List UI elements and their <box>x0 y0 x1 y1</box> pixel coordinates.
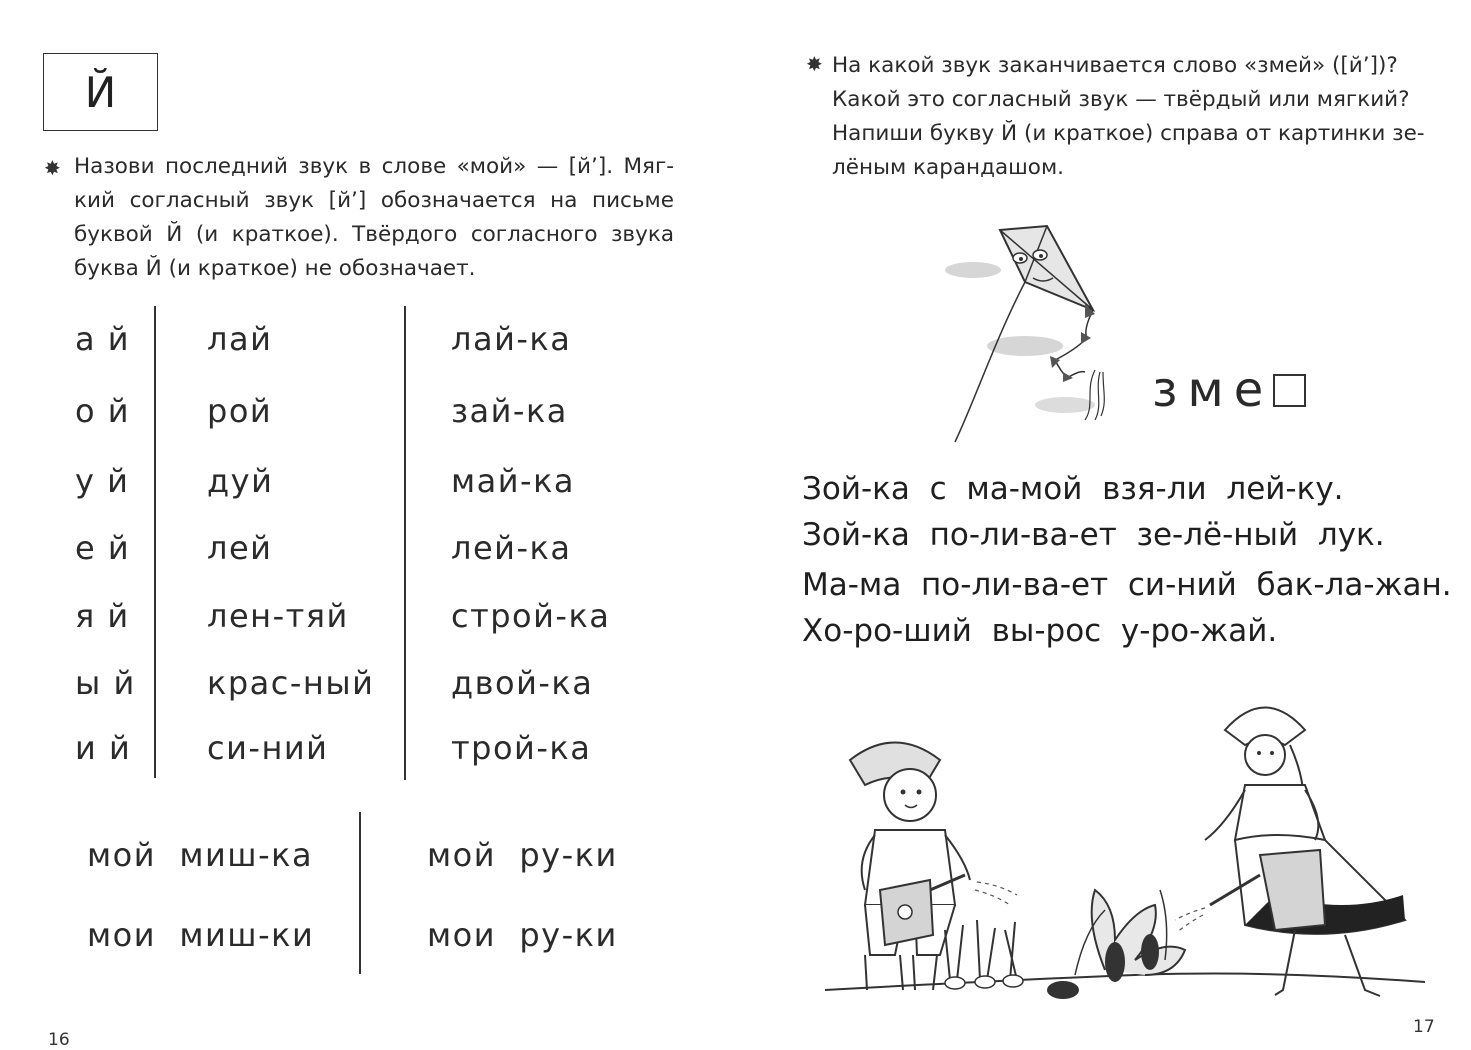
task-line: Какой это согласный звук — твёрдый или мягкий? <box>832 87 1410 112</box>
kite-word: зме <box>1152 362 1274 418</box>
syllable-cell: е й <box>75 529 131 567</box>
task-paragraph <box>832 49 1432 185</box>
word-cell: двой-ка <box>451 664 594 702</box>
pair-phrase: мой миш-ка <box>87 836 314 874</box>
word-cell: лай <box>207 320 273 358</box>
word-cell: май-ка <box>451 462 576 500</box>
word-cell: лен-тяй <box>207 597 349 635</box>
word-cell: строй-ка <box>451 597 611 635</box>
star-bullet-icon: ✸ <box>44 156 61 180</box>
star-bullet-icon: ✸ <box>806 52 823 76</box>
word-cell: зай-ка <box>451 392 568 430</box>
word-cell: лай-ка <box>451 320 572 358</box>
syllable-cell: о й <box>75 392 131 430</box>
reading-line: Зой-ка по-ли-ва-ет зе-лё-ный лук. <box>802 517 1385 553</box>
pair-phrase: мои ру-ки <box>427 916 618 954</box>
word-cell: рой <box>207 392 273 430</box>
syllable-cell: у й <box>75 462 130 500</box>
intro-line: кий согласный звук [й’] обозначается на письме <box>74 188 674 213</box>
page-number-right: 17 <box>1413 1017 1435 1037</box>
intro-line: буквой Й (и краткое). Твёрдого согласного звука <box>74 222 674 247</box>
syllable-cell: и й <box>75 729 132 767</box>
task-line: лёным карандашом. <box>832 155 1065 180</box>
word-cell: трой-ка <box>451 729 592 767</box>
page-number-left: 16 <box>48 1030 70 1050</box>
intro-line: Назови последний звук в слове «мой» — [й’]. Мяг- <box>74 154 674 179</box>
garden-illustration <box>805 690 1435 1015</box>
syllable-cell: а й <box>75 320 131 358</box>
column-divider <box>404 306 406 780</box>
syllable-cell: я й <box>75 597 130 635</box>
letter-title: Й <box>84 67 117 117</box>
word-cell: лей-ка <box>451 529 572 567</box>
intro-paragraph <box>74 150 674 286</box>
syllable-cell: ы й <box>75 664 136 702</box>
task-line: Напиши букву Й (и краткое) справа от картинки зе- <box>832 121 1425 146</box>
answer-box[interactable] <box>1273 374 1306 407</box>
reading-line: Ма-ма по-ли-ва-ет си-ний бак-ла-жан. <box>802 567 1452 603</box>
word-cell: си-ний <box>207 729 329 767</box>
task-line: На какой звук заканчивается слово «змей» ([й’])? <box>832 53 1398 78</box>
pair-phrase: мои миш-ки <box>87 916 315 954</box>
letter-box <box>43 53 158 131</box>
kite-word-row <box>1152 362 1306 418</box>
pairs-divider <box>359 812 361 974</box>
reading-line: Хо-ро-ший вы-рос у-ро-жай. <box>802 613 1278 649</box>
pair-phrase: мой ру-ки <box>427 836 618 874</box>
word-cell: крас-ный <box>207 664 375 702</box>
kite-illustration <box>935 220 1125 450</box>
column-divider <box>154 306 156 778</box>
word-cell: дуй <box>207 462 274 500</box>
intro-line: буква Й (и краткое) не обозначает. <box>74 256 476 281</box>
reading-line: Зой-ка с ма-мой взя-ли лей-ку. <box>802 471 1344 507</box>
word-cell: лей <box>207 529 273 567</box>
